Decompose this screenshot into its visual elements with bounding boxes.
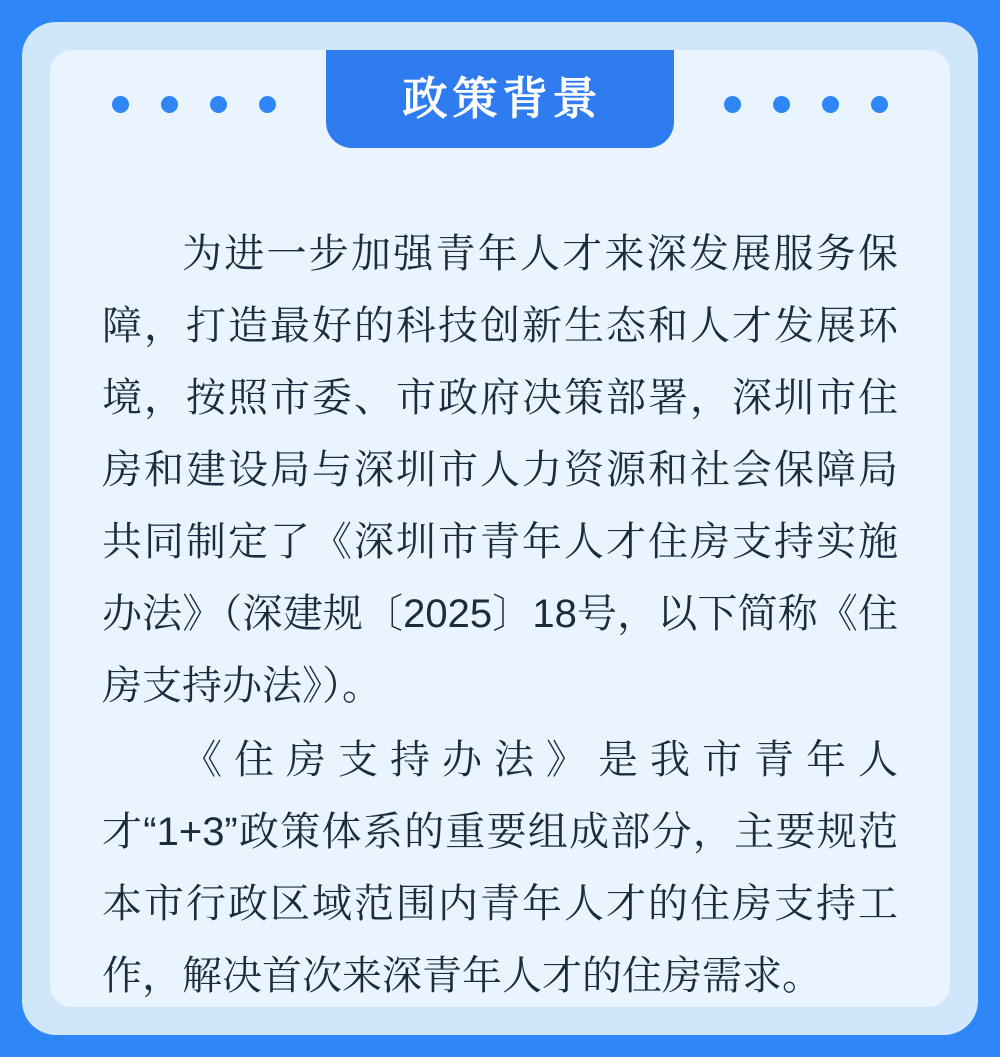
dot-icon: [210, 96, 227, 113]
page-title: 政策背景: [402, 72, 603, 124]
dot-icon: [259, 96, 276, 113]
dot-icon: [161, 96, 178, 113]
title-ribbon: [326, 50, 674, 148]
poster-frame: [22, 22, 978, 1035]
dot-icon: [112, 96, 129, 113]
poster-panel: [50, 50, 950, 1007]
paragraph-1: 为进一步加强青年人才来深发展服务保障，打造最好的科技创新生态和人才发展环境，按照市委、市政府决策部署，深圳市住房和建设局与深圳市人力资源和社会保障局共同制定了《深圳市青年人才住房支持实施办法》（深建规〔2025〕18号，以下简称《住房支持办法》）。: [102, 232, 898, 708]
dot-icon: [871, 96, 888, 113]
dot-icon: [773, 96, 790, 113]
decorative-dots-right: [724, 96, 888, 113]
paragraph-2: 《住房支持办法》是我市青年人才“1+3”政策体系的重要组成部分，主要规范本市行政区域范围内青年人才的住房支持工作，解决首次来深青年人才的住房需求。: [102, 738, 898, 998]
body-copy: [102, 218, 898, 1007]
decorative-dots-left: [112, 96, 276, 113]
dot-icon: [822, 96, 839, 113]
dot-icon: [724, 96, 741, 113]
